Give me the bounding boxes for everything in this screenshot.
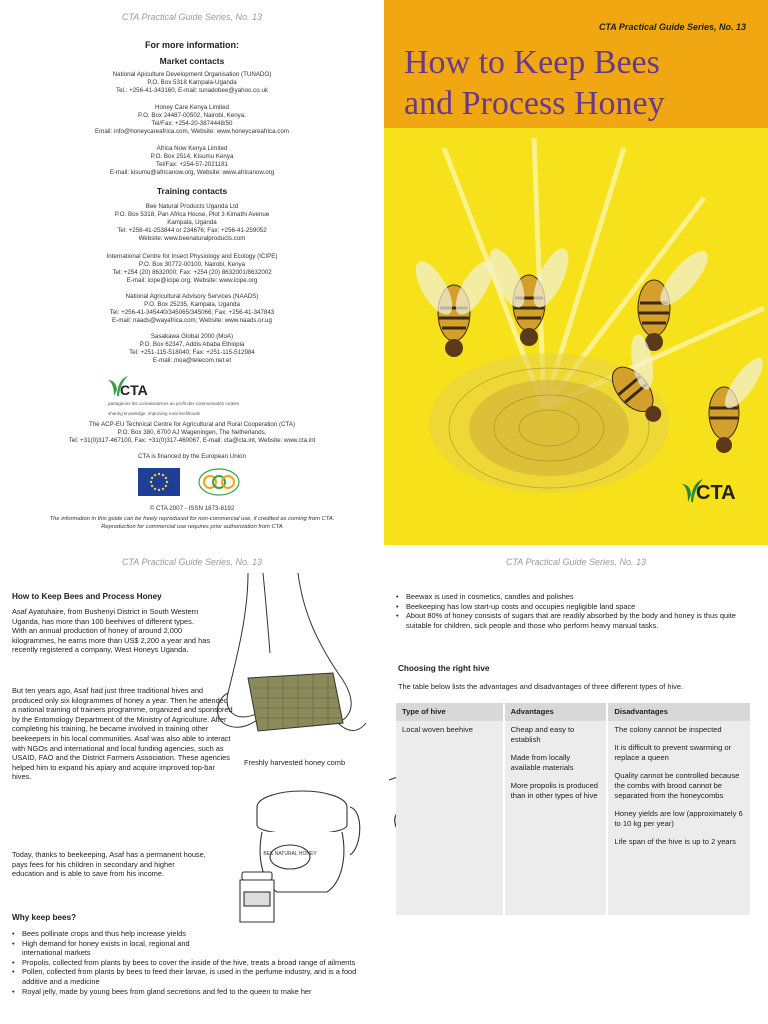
jar-label: BEE NATURAL HONEY [263, 851, 317, 857]
inside-left-panel [0, 545, 384, 1024]
advantages-cell: Cheap and easy to establish Made from locally available materials More propolis is produced than in other types of hive [504, 721, 608, 915]
list-item: • Propolis, collected from plants by bees to cover the inside of the hive, treats a broad range of ailments [12, 958, 372, 968]
cover-title: How to Keep Bees and Process Honey [404, 44, 665, 122]
eu-star [165, 485, 167, 487]
cta-logo: CTA [108, 372, 148, 403]
eu-star [158, 489, 160, 491]
back-cover-panel [0, 0, 384, 545]
column-header: Advantages [504, 703, 608, 721]
series-label: CTA Practical Guide Series, No. 13 [121, 12, 263, 22]
series-label: CTA Practical Guide Series, No. 13 [121, 557, 263, 567]
honey-jar-illustration [232, 777, 372, 927]
cover-cta-logo: CTA [682, 474, 752, 508]
market-contacts-heading: Market contacts [159, 56, 225, 66]
contact-tunado: National Apiculture Development Organisation (TUNADO) P.O. Box 5318 Kampala-Uganda Tel.: +256-41-343160, E-mail: tunadobee@yahoo.co.uk [112, 71, 272, 94]
more-info-heading: For more information: [145, 40, 239, 50]
para-background: But ten years ago, Asaf had just three traditional hives and produced only six kilogrammes of honey a year. Then he attended a national training of trainers programme, organized and sponsored by the Entomology Department of the Ministry of Agriculture. After completing his training, he became involved in training other beekeepers in his local communities. Asaf was also able to interact with NGOs and international and local funding agencies, such as USAID, FAO and the District Farmers Association. These agencies helped him to expand his apiary and acquire improved top-bar hives. [12, 686, 233, 782]
choosing-hive-heading: Choosing the right hive [398, 664, 490, 673]
eu-star [162, 474, 164, 476]
list-item: • Beewax is used in cosmetics, candles and polishes [396, 592, 758, 602]
list-item: • High demand for honey exists in local, regional and international markets [12, 939, 202, 958]
eu-star [165, 477, 167, 479]
disadvantages-cell: The colony cannot be inspected It is difficult to prevent swarming or replace a queen Quality cannot be controlled because the combs with brood cannot be separated from the honeycombs Honey yields are low (approximately 6 to 10 kg per year) Life span of the hive is up to 2 years [607, 721, 751, 915]
column-header: Type of hive [396, 703, 504, 721]
hive-comparison-table [396, 703, 752, 915]
eu-star [158, 473, 160, 475]
list-item: • Beekeeping has low start-up costs and occupies negligible land space [396, 602, 758, 612]
list-item: • Pollen, collected from plants by bees to feed their larvae, is used in the perfume industry, and is a food additive and a medicine [12, 967, 372, 986]
contact-naads: National Agricultural Advisory Services (NAADS) P.O. Box 25235, Kampala, Uganda Tel: +256-41-345440/345065/345066; Fax: +256-41-347843 E-mail: naads@wayafrica.com; Website: www.naads.or.ug [109, 293, 275, 324]
cover-series-label: CTA Practical Guide Series, No. 13 [598, 22, 746, 32]
hive-type-cell: Local woven beehive [396, 721, 504, 915]
table-row [396, 721, 751, 915]
para-intro: Asaf Ayatuhaire, from Bushenyi District in South Western Uganda, has more than 100 beehives of different types. With an annual production of honey of around 2,000 kilogrammes, he earns more than US$ 2,200 a year and has recently registered a company, West Honeys Uganda. [12, 607, 211, 655]
honeycomb-hands-illustration [208, 573, 378, 753]
contact-bee-natural: Bee Natural Products Uganda Ltd P.O. Box 5318, Pan Africa House, Plot 3 Kimathi Avenue Kampala, Uganda Tel: +256-41-253844 or 234676; Fax: +256-41-259052 Website: www.beenaturalproducts.com [114, 203, 270, 242]
eu-star [154, 488, 156, 490]
bee-benefits-list [396, 592, 758, 630]
eu-flag-icon [138, 468, 180, 496]
why-keep-bees-heading: Why keep bees? [12, 913, 77, 922]
hive-intro: The table below lists the advantages and disadvantages of three different types of hive. [398, 682, 683, 691]
cta-address: The ACP-EU Technical Centre for Agricultural and Rural Cooperation (CTA) P.O. Box 380, 6700 AJ Wageningen, The Netherlands, Tel: +31(0)317-467100, Fax: +31(0)317-460067, E-mail: cta@cta.int, Website: www.cta.int [68, 421, 316, 444]
list-item: • Bees pollinate crops and thus help increase yields [12, 929, 202, 939]
article-title: How to Keep Bees and Process Honey [12, 592, 162, 601]
list-item: • Royal jelly, made by young bees from gland secretions and fed to the queen to make her [12, 987, 372, 997]
front-cover-panel [384, 0, 768, 545]
financed-note: CTA is financed by the European Union [138, 453, 246, 460]
contact-africa-now: Africa Now Kenya Limited P.O. Box 2514, Kisumu Kenya Tel/Fax: +254-57-2021181 E-mail: kisumu@africanow.org, Website: www.africanow.org [109, 145, 275, 176]
eu-star [150, 481, 152, 483]
contact-icipe: International Centre for Insect Physiology and Ecology (ICIPE) P.O. Box 30772-00100, Nairobi, Kenya Tel: +254 (20) 8632000; Fax: +254 (20) 8632001/8632002 E-mail: icipe@icipe.org; Website: www.icipe.org [106, 253, 278, 284]
eu-star [162, 488, 164, 490]
cta-tagline: partageons les connaissances au profit des communautés rurales sharing knowledge, improving rural livelihoods [108, 401, 240, 416]
copyright: © CTA 2007 - ISSN 1873-8192 [149, 505, 235, 512]
contact-honey-care: Honey Care Kenya Limited P.O. Box 24487-00502, Nairobi, Kenya. Tel/Fax: +254-20-3874448/50 Email: info@honeycareafrica.com, Website: www.honeycareafrica.com [95, 104, 289, 135]
para-today: Today, thanks to beekeeping, Asaf has a permanent house, pays fees for his children in secondary and higher education and is able to save from his income. [12, 850, 206, 879]
eu-star [166, 481, 168, 483]
eu-star [151, 477, 153, 479]
training-contacts-heading: Training contacts [156, 186, 228, 196]
eu-star [151, 485, 153, 487]
column-header: Disadvantages [607, 703, 751, 721]
list-item: • About 80% of honey consists of sugars that are readily absorbed by the body and honey is thus quite suitable for children, sick people and those who perform heavy manual tasks. [396, 611, 758, 630]
why-keep-bees-list [12, 929, 372, 996]
table-header-row [396, 703, 751, 721]
acp-logo-icon [198, 468, 240, 496]
series-label: CTA Practical Guide Series, No. 13 [505, 557, 647, 567]
disclaimer: The information in this guide can be freely reproduced for non-commercial use, if credited as coming from CTA. Reproduction for commercial use requires prior authorization from CTA [49, 516, 335, 530]
contact-sasakawa: Sasakawa Global 2000 (MoA) P.O. Box 62347, Addis Ababa Ethiopia Tel: +251-115-518040; Fax: +251-115-512984 E-mail: moa@telecom.net.et [129, 333, 255, 364]
honeycomb-caption: Freshly harvested honey comb [244, 758, 346, 767]
eu-star [154, 474, 156, 476]
